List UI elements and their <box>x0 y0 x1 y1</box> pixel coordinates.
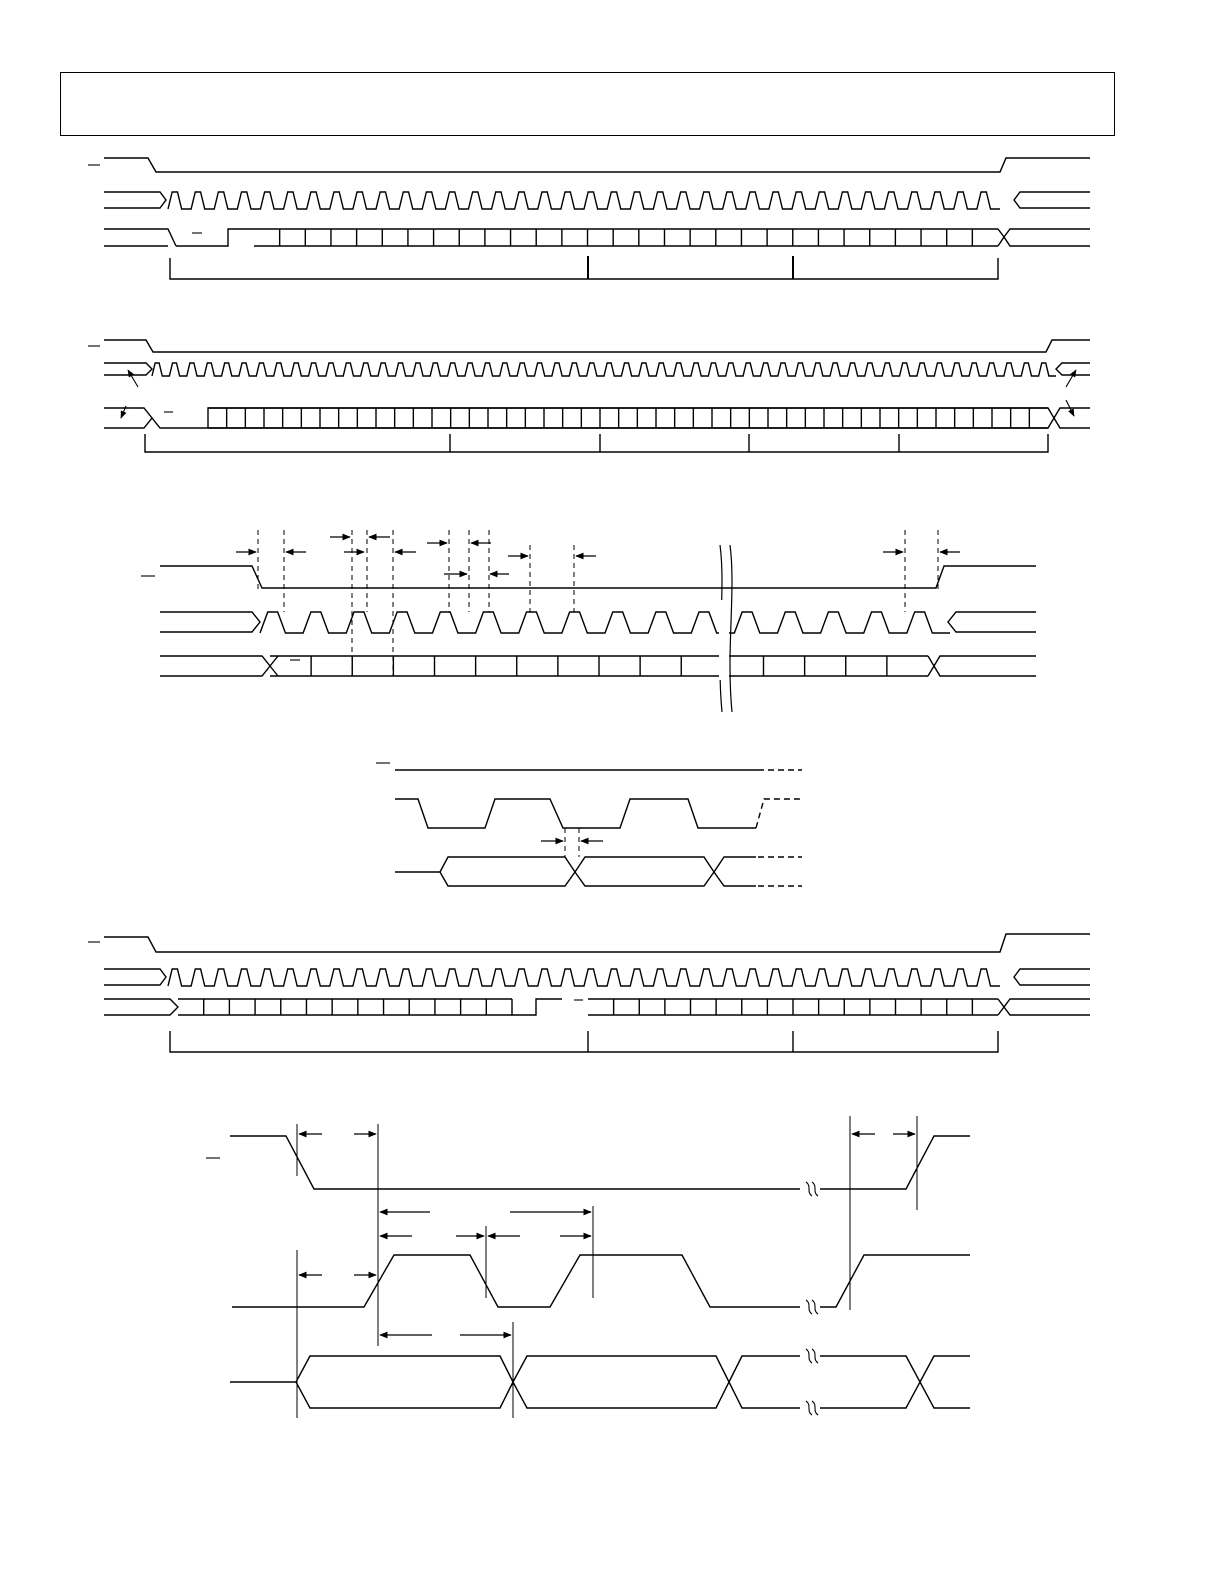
sclk-idle-left <box>104 363 152 375</box>
break-marker <box>806 1401 818 1415</box>
sclk-waveform-right <box>820 1255 970 1307</box>
sdio-write-bus-rails <box>178 999 512 1015</box>
break-marker <box>730 545 732 712</box>
sdio-second-bit <box>513 1356 729 1408</box>
field-bracket <box>170 258 998 279</box>
sclk-annotation-arrow <box>128 370 138 387</box>
sdio-right-edge <box>928 656 1036 676</box>
break-marker <box>806 1182 818 1196</box>
sdio-right-edge <box>998 999 1090 1015</box>
sclk-idle-right <box>1014 192 1090 208</box>
sclk-idle-left <box>160 612 260 632</box>
sdio-left-edge <box>104 408 152 428</box>
sdio-next-bit <box>714 857 756 886</box>
sclk-continuation <box>756 799 802 828</box>
sdio-left-edge <box>104 999 178 1015</box>
sclk-idle-right <box>1056 363 1090 375</box>
cs-waveform <box>104 934 1090 952</box>
sdio-left-edge <box>104 229 176 246</box>
sclk-waveform <box>152 363 1056 376</box>
sdio-left-edge <box>160 656 270 676</box>
sclk-idle-left <box>104 192 166 208</box>
sclk-waveform <box>395 799 756 828</box>
sclk-idle-left <box>104 969 166 985</box>
sclk-waveform <box>168 192 1000 209</box>
break-marker <box>806 1300 818 1314</box>
sdio-first-bit <box>230 1356 513 1408</box>
sclk-waveform-left <box>232 1255 800 1307</box>
sdio-rw-segment <box>152 408 1054 428</box>
sdio-start <box>270 656 278 676</box>
sdio-gap <box>512 999 562 1015</box>
sdio-next-bit <box>920 1356 970 1408</box>
sdio-bus-rails <box>208 408 1048 428</box>
sdio-bus-rails <box>254 229 998 246</box>
sdio-rw-bit <box>176 229 254 246</box>
cs-waveform <box>104 158 1090 172</box>
sclk-waveform <box>168 969 1000 986</box>
sclk-annotation-arrow <box>1066 370 1076 387</box>
break-mask <box>719 600 729 680</box>
sclk-idle-right <box>948 612 1036 632</box>
cs-waveform <box>104 340 1090 352</box>
field-bracket <box>145 434 1048 452</box>
sdio-left-bit <box>395 857 575 886</box>
sclk-idle-right <box>1014 969 1090 985</box>
cs-waveform-right <box>820 1136 970 1189</box>
field-bracket <box>170 1031 998 1052</box>
break-marker <box>806 1349 818 1363</box>
sdio-third-bit-right <box>820 1356 920 1408</box>
sdio-mid-bit <box>575 857 714 886</box>
cs-waveform-left <box>230 1136 800 1189</box>
sdio-third-bit-left <box>729 1356 800 1408</box>
sdio-right-edge <box>998 229 1090 246</box>
sclk-waveform <box>260 612 950 633</box>
